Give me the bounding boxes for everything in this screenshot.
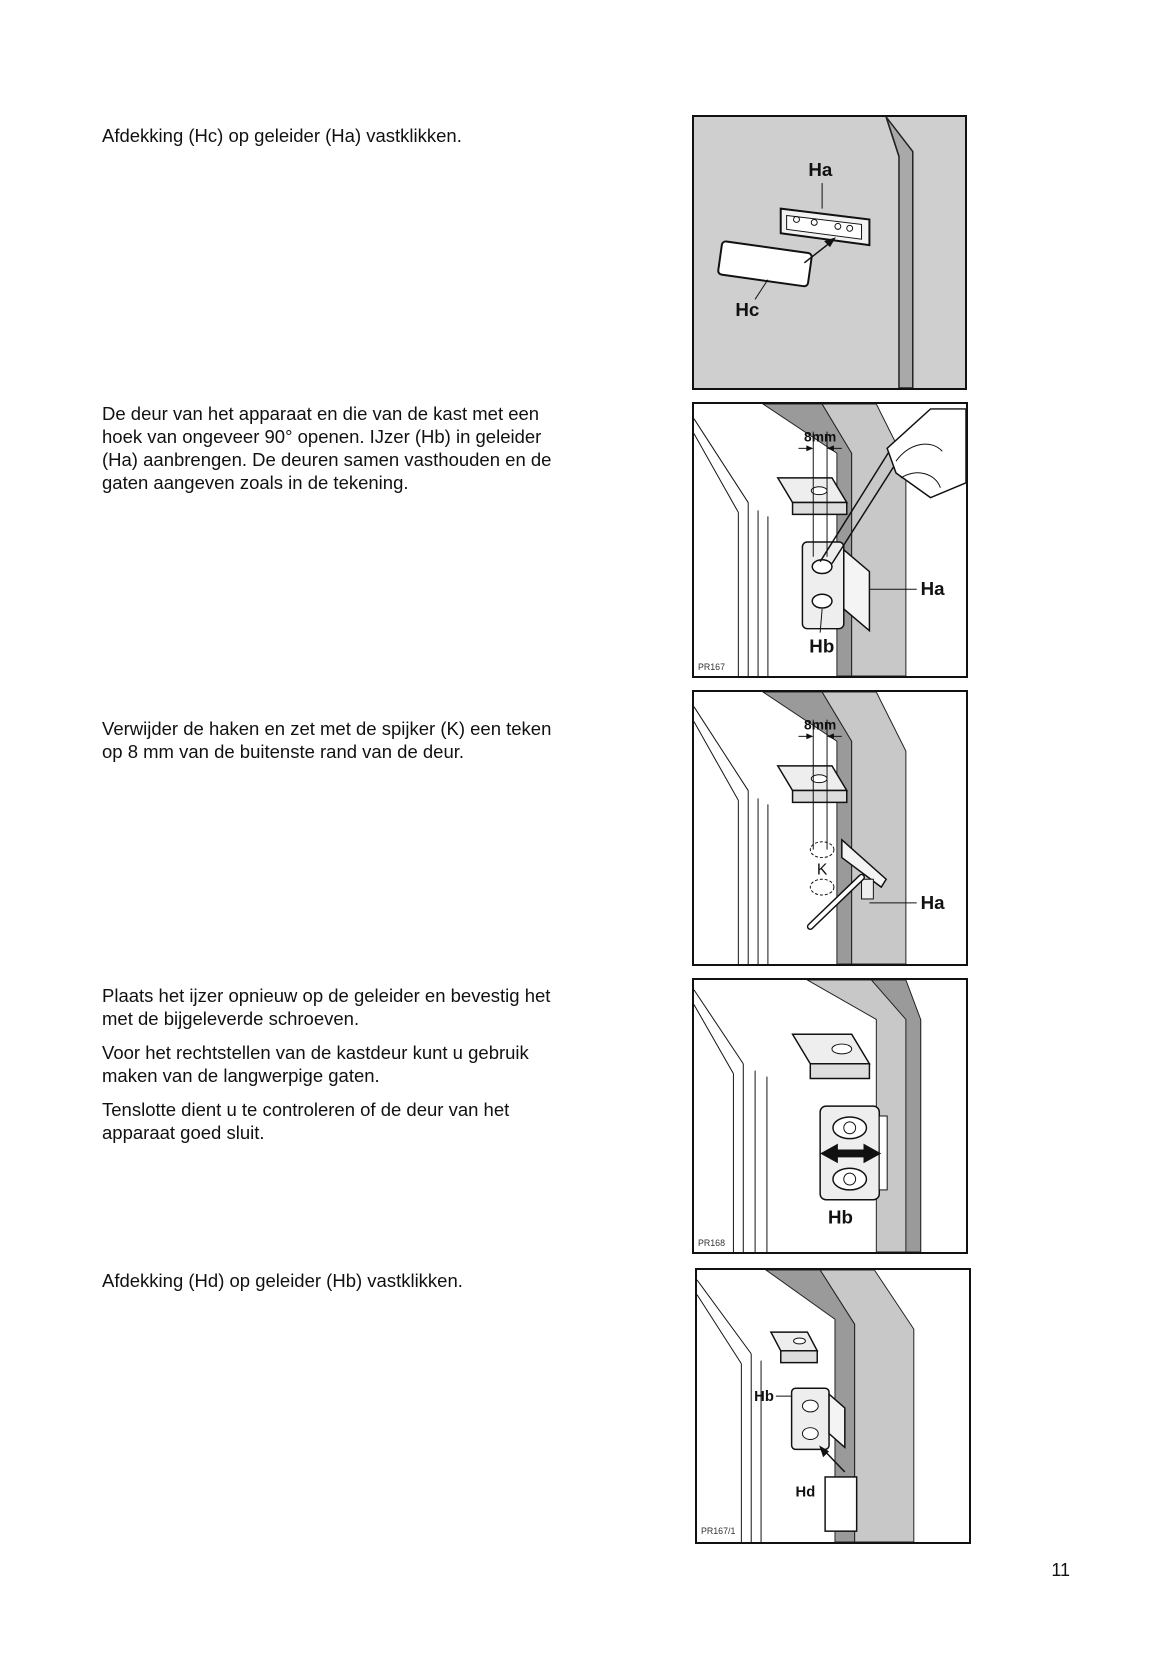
cover-hc-illustration <box>694 117 965 388</box>
figure-cover-hd <box>695 1268 971 1544</box>
figure-code: PR168 <box>697 1238 726 1249</box>
step-5-paragraph: Afdekking (Hd) op geleider (Hb) vastklikken. <box>102 1270 463 1291</box>
page-number: 11 <box>1051 1560 1070 1580</box>
figure-mark-holes <box>692 402 968 678</box>
label-hc: Hc <box>735 299 760 321</box>
fix-screws-illustration <box>694 980 966 1252</box>
cover-hd-illustration <box>697 1270 969 1542</box>
step-4-text <box>102 984 572 1155</box>
label-ha: Ha <box>920 578 945 600</box>
mark-8mm-illustration <box>694 692 966 964</box>
figure-cover-hc <box>692 115 967 390</box>
step-1-paragraph: Afdekking (Hc) op geleider (Ha) vastklikken. <box>102 125 462 146</box>
step-4-paragraph-1: Plaats het ijzer opnieuw op de geleider en bevestig het met de bijgeleverde schroeven. <box>102 985 551 1029</box>
figure-code: PR167/1 <box>700 1526 736 1537</box>
label-hb: Hb <box>754 1389 774 1406</box>
step-5-text <box>102 1269 572 1303</box>
label-k: K <box>816 861 828 879</box>
step-4-paragraph-3: Tenslotte dient u te controleren of de deur van het apparaat goed sluit. <box>102 1099 510 1143</box>
step-1-text <box>102 124 572 158</box>
figure-code: PR167 <box>697 662 726 673</box>
label-hb: Hb <box>809 635 835 657</box>
figure-mark-8mm <box>692 690 968 966</box>
step-3-paragraph: Verwijder de haken en zet met de spijker (K) een teken op 8 mm van de buitenste rand van de deur. <box>102 718 552 762</box>
label-hb: Hb <box>828 1206 853 1228</box>
label-8mm: 8mm <box>804 429 837 445</box>
label-hd: Hd <box>795 1484 816 1501</box>
figure-fix-screws <box>692 978 968 1254</box>
label-ha: Ha <box>920 891 945 913</box>
step-2-text <box>102 402 572 505</box>
label-ha: Ha <box>808 159 833 181</box>
step-4-paragraph-2: Voor het rechtstellen van de kastdeur kunt u gebruik maken van de langwerpige gaten. <box>102 1042 529 1086</box>
step-3-text <box>102 717 572 774</box>
label-8mm: 8mm <box>804 717 837 733</box>
step-2-paragraph: De deur van het apparaat en die van de kast met een hoek van ongeveer 90° openen. IJzer (Hb) in geleider (Ha) aanbrengen. De deuren samen vasthouden en de gaten aangeven zoals in de tekening. <box>102 403 552 493</box>
mark-holes-illustration <box>694 404 966 676</box>
